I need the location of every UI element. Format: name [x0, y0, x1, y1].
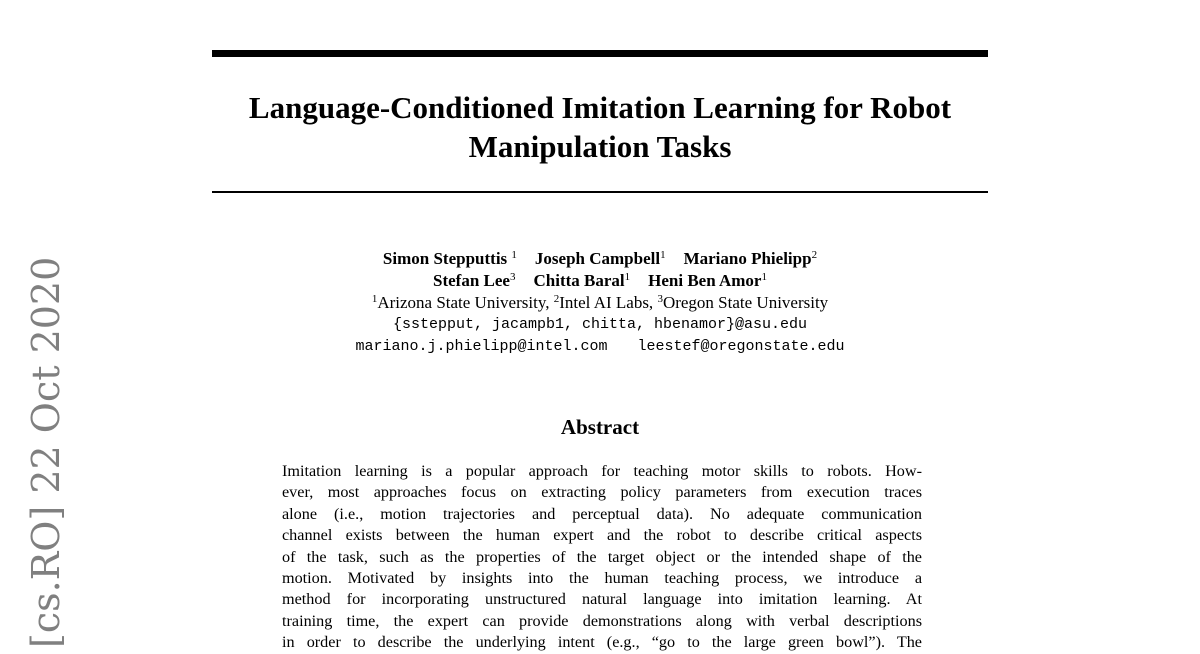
author-name: Mariano Phielipp$^2$ — [683, 249, 818, 268]
abstract-line: Imitation learning is a popular approach for teaching motor skills to robots. How- — [282, 462, 922, 480]
author-line-1 — [212, 248, 988, 270]
abstract-line: ever, most approaches focus on extracting policy parameters from execution traces — [282, 483, 922, 502]
abstract-body — [282, 461, 922, 654]
arxiv-side-stamp: [cs.RO] 22 Oct 2020 — [24, 256, 68, 648]
abstract-heading: Abstract — [560, 415, 640, 439]
abstract-line: training time, the expert can provide demonstrations along with verbal descriptions — [282, 611, 922, 630]
email-line-asu: {sstepput, jacampb1, chitta, hbenamor}@asu.edu — [392, 316, 808, 333]
abstract-line: motion. Motivated by insights into the human teaching process, we introduce a — [282, 569, 922, 588]
paper-title — [212, 88, 988, 166]
title-top-rule — [212, 50, 988, 57]
author-name: Chitta Baral$^1$ — [533, 271, 631, 290]
email-oregon: leestef@oregonstate.edu — [637, 338, 845, 355]
abstract-line: of the task, such as the properties of the target object or the intended shape of the — [282, 547, 922, 566]
author-line-2 — [212, 270, 988, 292]
abstract-line: alone (i.e., motion trajectories and perceptual data). No adequate communication — [282, 504, 922, 523]
title-line-1: Language-Conditioned Imitation Learning for Robot — [248, 90, 952, 125]
abstract-line: channel exists between the human expert and the robot to describe critical aspects — [282, 526, 922, 545]
email-intel: mariano.j.phielipp@intel.com — [355, 338, 608, 355]
author-name: Joseph Campbell$^1$ — [534, 249, 666, 268]
author-name: Heni Ben Amor$^1$ — [648, 271, 767, 290]
author-block — [212, 248, 988, 358]
affiliations-line: $^1$Arizona State University, $^2$Intel AI Labs, $^3$Oregon State University — [371, 293, 829, 312]
email-line-other — [212, 336, 988, 358]
title-line-2: Manipulation Tasks — [468, 129, 732, 164]
author-name: Simon Stepputtis $^1$ — [382, 249, 517, 268]
author-name: Stefan Lee$^3$ — [433, 271, 516, 290]
title-bottom-rule — [212, 191, 988, 193]
abstract-line: in order to describe the underlying intent (e.g., “go to the large green bowl”). The — [282, 633, 922, 652]
abstract-line: method for incorporating unstructured natural language into imitation learning. At — [282, 590, 922, 609]
